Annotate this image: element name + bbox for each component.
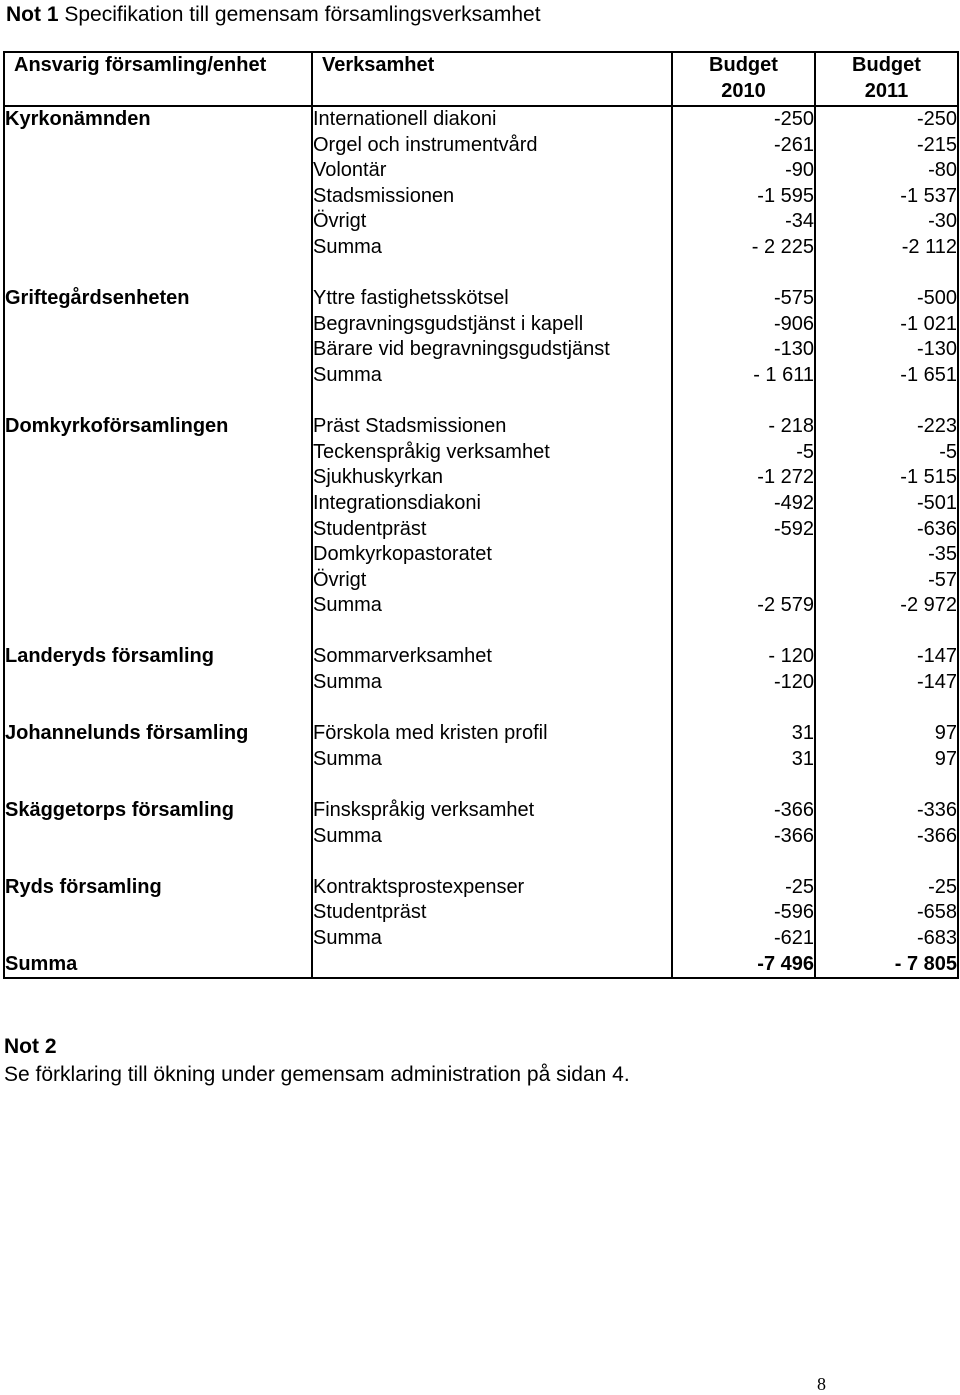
activity-cell	[312, 721, 672, 798]
value-2010: -906	[773, 312, 814, 335]
header-budget-2011: Budget 2011	[815, 52, 958, 106]
total-label: Summa	[5, 952, 78, 975]
activity-name: Summa	[313, 363, 382, 386]
activity-name: Studentpräst	[313, 901, 427, 924]
value-2010: -261	[773, 133, 814, 156]
note2-text: Se förklaring till ökning under gemensam administration på sidan 4.	[4, 1063, 630, 1086]
value-2010: -5	[796, 440, 814, 463]
note2	[4, 1033, 630, 1089]
budget-2010-cell	[672, 798, 815, 875]
table-row	[4, 875, 958, 978]
spacer-line	[313, 849, 671, 875]
spacer-line	[673, 849, 814, 875]
activity-name: Övrigt	[313, 210, 367, 233]
value-2010: 31	[791, 722, 814, 745]
unit-cell	[4, 798, 312, 875]
unit-name: Ryds församling	[5, 875, 162, 898]
value-2011: -1 515	[900, 466, 957, 489]
activity-cell	[312, 106, 672, 286]
activity-cell	[312, 875, 672, 978]
value-2011: 97	[934, 747, 957, 770]
total-2011: - 7 805	[894, 952, 957, 975]
value-2011: -1 651	[900, 363, 957, 386]
activity-cell	[312, 798, 672, 875]
value-2010: -34	[785, 210, 814, 233]
header-budget-2010: Budget 2010	[672, 52, 815, 106]
value-2010: 31	[791, 747, 814, 770]
budget-2010-cell	[672, 875, 815, 978]
value-2010	[673, 568, 814, 594]
activity-name: Teckenspråkig verksamhet	[313, 440, 550, 463]
activity-name: Yttre fastighetsskötsel	[313, 287, 509, 310]
budget-2011-cell	[815, 286, 958, 414]
value-2011: -683	[916, 927, 957, 949]
spacer-line	[313, 619, 671, 645]
activity-cell	[312, 286, 672, 414]
spacer-line	[313, 772, 671, 798]
activity-name: Integrationsdiakoni	[313, 491, 481, 514]
spacer-line	[313, 389, 671, 415]
activity-name: Begravningsgudstjänst i kapell	[313, 312, 584, 335]
budget-2011-cell	[815, 721, 958, 798]
note2-title: Not 2	[4, 1035, 57, 1058]
value-2011: -501	[916, 491, 957, 514]
table-row	[4, 644, 958, 721]
spacer-line	[5, 926, 311, 952]
value-2010: -596	[773, 901, 814, 924]
table-row	[4, 798, 958, 875]
value-2010: - 1 611	[753, 363, 814, 386]
unit-name: Griftegårdsenheten	[5, 287, 190, 310]
budget-2011-cell	[815, 414, 958, 644]
total-2010: -7 496	[757, 952, 814, 975]
activity-name: Förskola med kristen profil	[313, 722, 548, 745]
table-body	[4, 106, 958, 978]
unit-name: Domkyrkoförsamlingen	[5, 415, 229, 438]
value-2011: -25	[928, 875, 957, 898]
budget-table	[3, 51, 959, 979]
unit-cell	[4, 875, 312, 978]
activity-name: Kontraktsprostexpenser	[313, 875, 525, 898]
budget-2011-cell	[815, 875, 958, 978]
activity-name: Orgel och instrumentvård	[313, 133, 538, 156]
activity-name: Internationell diakoni	[313, 108, 497, 130]
value-2010: -592	[773, 517, 814, 540]
value-2010: -1 595	[757, 184, 814, 207]
activity-name: Övrigt	[313, 568, 367, 591]
spacer-line	[673, 696, 814, 722]
table-row	[4, 721, 958, 798]
spacer-line	[816, 772, 957, 798]
spacer-line	[313, 696, 671, 722]
value-2011: -35	[928, 543, 957, 566]
spacer-line	[816, 849, 957, 875]
value-2010: -120	[773, 671, 814, 694]
spacer-line	[673, 261, 814, 287]
value-2011: -5	[939, 440, 957, 463]
activity-name: Summa	[313, 927, 382, 949]
table-row	[4, 286, 958, 414]
value-2011: -1 537	[900, 184, 957, 207]
unit-name: Johannelunds församling	[5, 722, 249, 745]
activity-name: Volontär	[313, 159, 387, 182]
value-2011: -147	[916, 645, 957, 668]
budget-2010-cell	[672, 644, 815, 721]
value-2010: -575	[773, 287, 814, 310]
value-2011: -658	[916, 901, 957, 924]
unit-cell	[4, 644, 312, 721]
activity-name: Domkyrkopastoratet	[313, 543, 492, 566]
value-2010	[673, 542, 814, 568]
budget-2010-cell	[672, 414, 815, 644]
value-2010: -2 579	[757, 594, 814, 617]
value-2010: - 2 225	[751, 235, 814, 258]
table-row	[4, 414, 958, 644]
unit-cell	[4, 721, 312, 798]
note1-title: Specifikation till gemensam församlingsverksamhet	[64, 3, 541, 26]
unit-name: Landeryds församling	[5, 645, 214, 668]
page-number: 8	[817, 1374, 826, 1394]
budget-2011-cell	[815, 798, 958, 875]
value-2010: -366	[773, 799, 814, 822]
spacer-line	[673, 389, 814, 415]
unit-cell	[4, 414, 312, 644]
activity-cell	[312, 644, 672, 721]
activity-name: Finskspråkig verksamhet	[313, 799, 535, 822]
spacer-line	[673, 772, 814, 798]
budget-2011-cell	[815, 644, 958, 721]
spacer-line	[313, 261, 671, 287]
value-2011: 97	[934, 722, 957, 745]
unit-name: Kyrkonämnden	[5, 108, 151, 130]
unit-cell	[4, 106, 312, 286]
value-2010: -25	[785, 875, 814, 898]
value-2011: -366	[916, 824, 957, 847]
value-2011: -1 021	[900, 312, 957, 335]
activity-name: Studentpräst	[313, 517, 427, 540]
value-2011: -250	[916, 108, 957, 130]
table-row	[4, 106, 958, 286]
budget-2010-cell	[672, 286, 815, 414]
unit-cell	[4, 286, 312, 414]
activity-name: Summa	[313, 235, 382, 258]
value-2011: -215	[916, 133, 957, 156]
budget-2010-cell	[672, 106, 815, 286]
unit-name: Skäggetorps församling	[5, 799, 234, 822]
activity-cell	[312, 414, 672, 644]
value-2011: -147	[916, 671, 957, 694]
value-2010: - 218	[768, 415, 814, 438]
note1-label: Not 1	[6, 3, 59, 26]
value-2011: -130	[916, 338, 957, 361]
spacer-line	[5, 900, 311, 926]
spacer-line	[816, 619, 957, 645]
value-2011: -2 112	[901, 235, 957, 258]
activity-name: Bärare vid begravningsgudstjänst	[313, 338, 610, 361]
budget-2011-cell	[815, 106, 958, 286]
value-2010: -621	[773, 927, 814, 949]
value-2011: -57	[928, 568, 957, 591]
activity-name: Summa	[313, 671, 382, 694]
activity-name: Sommarverksamhet	[313, 645, 492, 668]
value-2011: -30	[928, 210, 957, 233]
value-2011: -336	[916, 799, 957, 822]
header-unit: Ansvarig församling/enhet	[4, 52, 312, 106]
value-2010: -492	[773, 491, 814, 514]
value-2011: -2 972	[900, 594, 957, 617]
activity-name: Summa	[313, 594, 382, 617]
activity-name: Präst Stadsmissionen	[313, 415, 507, 438]
spacer-line	[816, 696, 957, 722]
value-2011: -636	[916, 517, 957, 540]
value-2010: -366	[773, 824, 814, 847]
value-2010: -90	[785, 159, 814, 182]
header-activity: Verksamhet	[312, 52, 672, 106]
activity-name: Sjukhuskyrkan	[313, 466, 444, 489]
note1-heading	[6, 2, 541, 28]
value-2010: - 120	[768, 645, 814, 668]
value-2011: -80	[928, 159, 957, 182]
value-2010: -250	[773, 108, 814, 130]
value-2010: -130	[773, 338, 814, 361]
value-2011: -500	[916, 287, 957, 310]
activity-name: Summa	[313, 747, 382, 770]
activity-name: Stadsmissionen	[313, 184, 455, 207]
spacer-line	[313, 952, 671, 978]
value-2010: -1 272	[757, 466, 814, 489]
activity-name: Summa	[313, 824, 382, 847]
spacer-line	[673, 619, 814, 645]
value-2011: -223	[916, 415, 957, 438]
spacer-line	[816, 261, 957, 287]
spacer-line	[816, 389, 957, 415]
table-header-row	[4, 52, 958, 106]
budget-2010-cell	[672, 721, 815, 798]
